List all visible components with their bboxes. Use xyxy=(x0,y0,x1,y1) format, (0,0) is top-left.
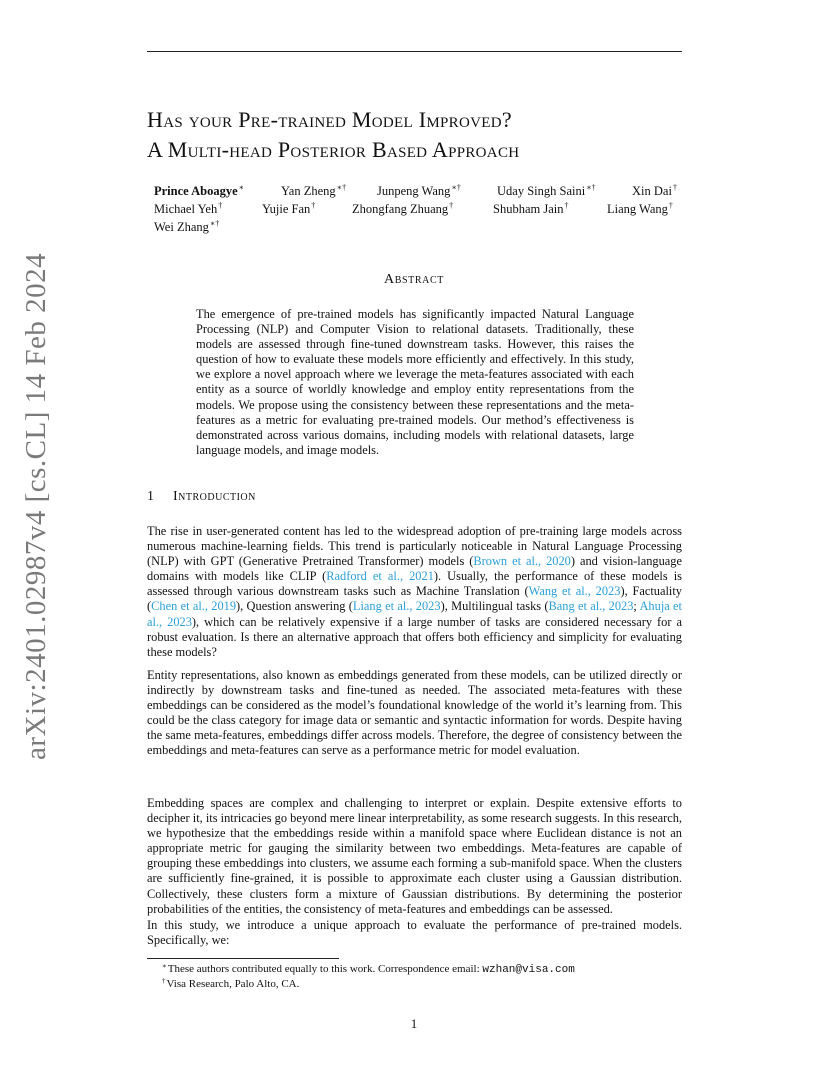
section-heading xyxy=(147,489,256,505)
citation-link[interactable]: Ahuja et al., 2023 xyxy=(147,599,682,629)
section-number: 1 xyxy=(147,489,154,504)
arxiv-watermark: arXiv:2401.02987v4 [cs.CL] 14 Feb 2024 xyxy=(20,252,52,760)
paper-title xyxy=(147,105,707,165)
citation-link[interactable]: Chen et al., 2019 xyxy=(151,599,237,614)
page-number: 1 xyxy=(410,1016,418,1031)
abstract-heading: Abstract xyxy=(384,272,444,287)
citation-link[interactable]: Wang et al., 2023 xyxy=(528,584,621,599)
top-rule xyxy=(147,51,682,52)
correspondence-email: wzhan@visa.com xyxy=(482,964,575,976)
citation-link[interactable]: Liang et al., 2023 xyxy=(352,599,441,614)
footnote-affiliation: †Visa Research, Palo Alto, CA. xyxy=(162,977,300,990)
intro-paragraph-3: Embedding spaces are complex and challenging to interpret or explain. Despite extensive efforts to decipher it, its intricacies go beyond mere linear interpretability, as some research suggests. In this research, we hypothesize that the embeddings reside within a manifold space where Euclidean distance is not an appropriate metric for gauging the similarity between two embeddings. Meta-features are capable of grouping these embeddings into clusters, we assume each forming a sub-manifold space. When the clusters are sufficiently fine-grained, it is possible to approximate each cluster using a Gaussian distribution. Collectively, these clusters form a mixture of Gaussian distributions. By determining the posterior probabilities of the entities, the consistency of meta-features and embeddings can be assessed. xyxy=(147,796,682,916)
citation-link[interactable]: Brown et al., 2020 xyxy=(473,554,571,569)
author-name: Yujie Fan† xyxy=(262,201,316,216)
section-title: Introduction xyxy=(173,489,256,504)
author-name: Zhongfang Zhuang† xyxy=(352,201,454,216)
footnote-rule xyxy=(147,958,339,959)
author-name: Uday Singh Saini∗† xyxy=(497,183,596,198)
abstract-text: The emergence of pre-trained models has significantly impacted Natural Language Processing (NLP) and Computer Vision to relational datasets. Traditionally, these models are assessed through fine-tuned downstream tasks. However, this raises the question of how to evaluate these models more efficiently and effectively. In this study, we explore a novel approach where we leverage the meta-features associated with each entity as a source of worldly knowledge and employ entity representations from the models. We propose using the consistency between these representations and the meta-features as a metric for evaluating pre-trained models. Our method’s effectiveness is demonstrated across various domains, including models with relational datasets, large language models, and image models. xyxy=(196,307,634,457)
author-name: Junpeng Wang∗† xyxy=(377,183,461,198)
author-name: Michael Yeh† xyxy=(154,201,223,216)
author-name: Yan Zheng∗† xyxy=(281,183,347,198)
footnote-equal-contribution: ∗These authors contributed equally to this work. Correspondence email: wzhan@visa.com xyxy=(162,962,575,976)
author-name: Shubham Jain† xyxy=(493,201,569,216)
intro-paragraph-2: Entity representations, also known as embeddings generated from these models, can be utilized directly or indirectly by downstream tasks and fine-tuned as needed. The associated meta-features with these embeddings can be considered as the model’s foundational knowledge of the world it’s learning from. This could be the class category for image data or semantic and syntactic information for words. Despite having the same meta-features, embeddings differ across models. Therefore, the degree of consistency between the embeddings and meta-features can serve as a performance metric for model evaluation. xyxy=(147,668,682,758)
citation-link[interactable]: Radford et al., 2021 xyxy=(326,569,434,584)
author-name: Wei Zhang∗† xyxy=(154,219,220,234)
author-name: Xin Dai† xyxy=(632,183,677,198)
title-line-2: A Multi-head Posterior Based Approach xyxy=(147,137,520,162)
author-name: Liang Wang† xyxy=(607,201,673,216)
author-name: Prince Aboagye∗ xyxy=(154,183,245,198)
intro-paragraph-4: In this study, we introduce a unique approach to evaluate the performance of pre-trained models. Specifically, we: xyxy=(147,918,682,948)
intro-paragraph-1: The rise in user-generated content has led to the widespread adoption of pre-training large models across numerous machine-learning fields. This trend is particularly noticeable in Natural Language Processing (NLP) with GPT (Generative Pretrained Transformer) models (Brown et al., 2020) and vision-language domains with models like CLIP (Radford et al., 2021). Usually, the performance of these models is assessed through various downstream tasks such as Machine Translation (Wang et al., 2023), Factuality (Chen et al., 2019), Question answering (Liang et al., 2023), Multilingual tasks (Bang et al., 2023; Ahuja et al., 2023), which can be relatively expensive if a large number of tasks are considered necessary for a robust evaluation. Is there an alternative approach that offers both efficiency and simplicity for evaluating these models? xyxy=(147,524,682,659)
title-line-1: Has your Pre-trained Model Improved? xyxy=(147,107,512,132)
citation-link[interactable]: Bang et al., 2023 xyxy=(548,599,634,614)
